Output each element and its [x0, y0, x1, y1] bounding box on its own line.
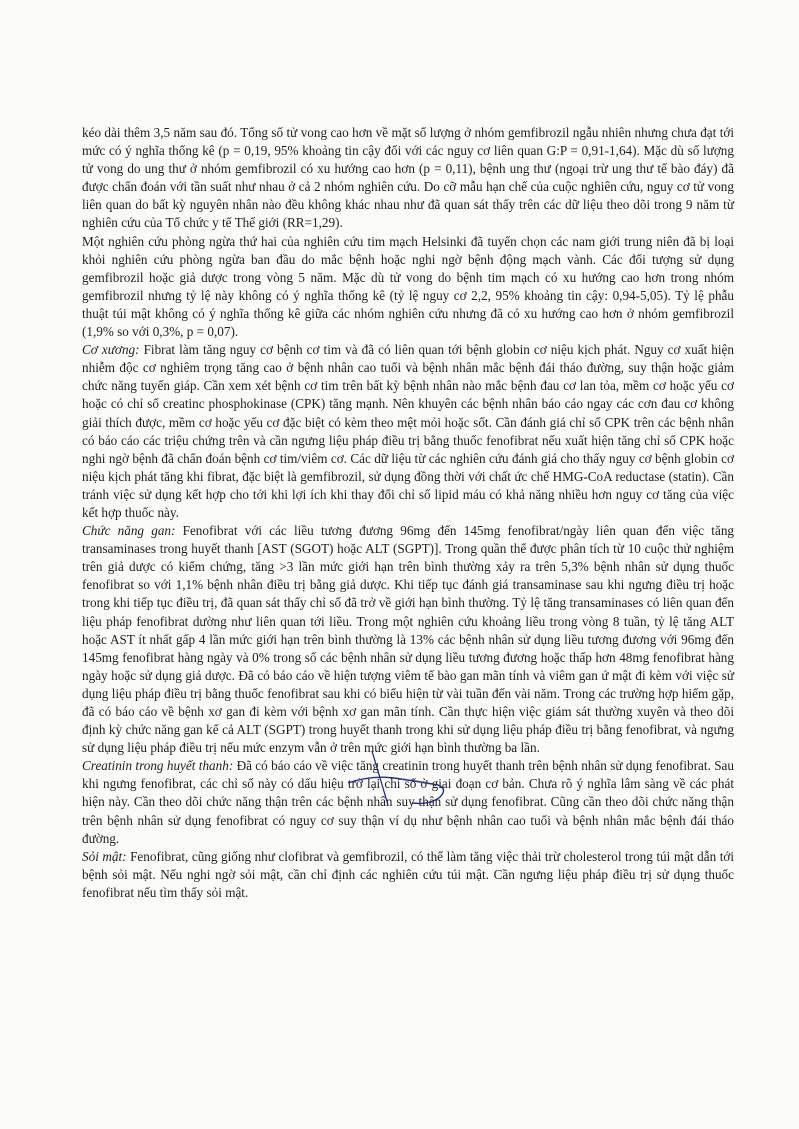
- paragraph-text: Một nghiên cứu phòng ngừa thứ hai của nghiên cứu tim mạch Helsinki đã tuyển chọn các nam giới trung niên đã bị loại khỏi nghiên cứu phòng ngừa ban đầu do mắc bệnh hoặc nghi ngờ bệnh động mạch vành. Các đối tượng sử dụng gemfibrozil hoặc giả dược trong vòng 5 năm. Mặc dù tử vong do bệnh tim mạch có xu hướng cao hơn trong nhóm gemfibrozil nhưng tỷ lệ này không có ý nghĩa thống kê (tỷ lệ nguy cơ 2,2, 95% khoảng tin cậy: 0,94-5,05). Tỷ lệ phẫu thuật túi mật không có ý nghĩa thống kê giữa các nhóm nghiên cứu nhưng đã có xu hướng cao hơn ở nhóm gemfibrozil (1,9% so với 0,3%, p = 0,07).: [82, 233, 734, 340]
- paragraph-serum-creatinine: [82, 757, 734, 847]
- paragraph-gallstones: [82, 848, 734, 902]
- paragraph-text: Fenofibrat, cũng giống như clofibrat và gemfibrozil, có thể làm tăng việc thải trừ cholesterol trong túi mật dẫn tới bệnh sỏi mật. Nếu nghi ngờ sỏi mật, cần chỉ định các nghiên cứu túi mật. Cần ngưng liệu pháp điều trị sử dụng thuốc fenofibrat nếu tìm thấy sỏi mật.: [82, 848, 734, 900]
- section-heading-musculoskeletal: Cơ xương:: [82, 342, 140, 358]
- paragraph-helsinki-study: [82, 233, 734, 342]
- section-heading-gallstones: Sỏi mật:: [82, 848, 127, 864]
- paragraph-text: Fenofibrat với các liều tương đương 96mg đến 145mg fenofibrat/ngày liên quan đến việc tăng transaminases trong huyết thanh [AST (SGOT) hoặc ALT (SGPT)]. Trong quần thể được phân tích từ 10 cuộc thử nghiệm trên giả dược có kiểm chứng, tăng >3 lần mức giới hạn trên bình thường xảy ra trên 5,3% bệnh nhân sử dụng thuốc fenofibrat so với 1,1% bệnh nhân điều trị bằng giả dược. Khi tiếp tục đánh giá transaminase sau khi ngưng điều trị hoặc trong khi tiếp tục điều trị, đã quan sát thấy chỉ số đã trở về giới hạn bình thường. Tỷ lệ tăng transaminases có liên quan đến liệu pháp fenofibrat dường như liên quan tới liều. Trong một nghiên cứu khoảng liều trong vòng 8 tuần, tỷ lệ tăng ALT hoặc AST ít nhất gấp 4 lần mức giới hạn trên bình thường là 13% các bệnh nhân sử dụng liều tương đương với 96mg đến 145mg fenofibrat hàng ngày và 0% trong số các bệnh nhân sử dụng liều tương đương hoặc thấp hơn 48mg fenofibrat hàng ngày hoặc sử dụng giả dược. Đã có báo cáo về hiện tượng viêm tế bào gan mãn tính và viêm gan ứ mật đi kèm với việc sử dụng liệu pháp điều trị bằng thuốc fenofibrat sau khi có biểu hiện từ vài tuần đến vài năm. Trong các trường hợp hiếm gặp, đã có báo cáo về bệnh xơ gan đi kèm với bệnh xơ gan mãn tính. Cần thực hiện việc giám sát thường xuyên và theo dõi định kỳ chức năng gan kể cả ALT (SGPT) trong huyết thanh trong khi sử dụng liệu pháp điều trị bằng fenofibrat, và ngưng sử dụng liệu pháp điều trị nếu mức enzym vẫn ở trên mức giới hạn bình thường ba lần.: [82, 523, 735, 756]
- paragraph-musculoskeletal: [82, 341, 734, 522]
- section-heading-liver-function: Chức năng gan:: [82, 523, 176, 539]
- paragraph-text: kéo dài thêm 3,5 năm sau đó. Tổng số tử vong cao hơn về mặt số lượng ở nhóm gemfibrozil ngẫu nhiên nhưng chưa đạt tới mức có ý nghĩa thống kê (p = 0,19, 95% khoảng tin cậy đối với các nguy cơ liên quan G:P = 0,91-1,64). Mặc dù số lượng tử vong do ung thư ở nhóm gemfibrozil có xu hướng cao hơn (p = 0,11), bệnh ung thư (ngoại trừ ung thư tế bào đáy) đã được chẩn đoán với tần suất như nhau ở cả 2 nhóm nghiên cứu. Do cỡ mẫu hạn chế của cuộc nghiên cứu, nguy cơ tử vong liên quan do bất kỳ nguyên nhân nào đều không khác nhau như đã quan sát thấy trên các dữ liệu theo dõi trong 9 năm từ nghiên cứu của Tổ chức y tế Thế giới (RR=1,29).: [82, 125, 734, 231]
- paragraph-liver-function: [82, 522, 734, 757]
- document-body: [82, 124, 734, 902]
- paragraph-text: Fibrat làm tăng nguy cơ bệnh cơ tim và đã có liên quan tới bệnh globin cơ niệu kịch phát. Nguy cơ xuất hiện nhiễm độc cơ nghiêm trọng tăng cao ở bệnh nhân cao tuổi và bệnh nhân mắc bệnh đái tháo đường, suy thận hoặc giảm chức năng tuyến giáp. Cần xem xét bệnh cơ tim trên bất kỳ bệnh nhân nào mắc bệnh đau cơ lan tỏa, mềm cơ hoặc yếu cơ hoặc có chỉ số creatinc phosphokinase (CPK) tăng mạnh. Nên khuyên các bệnh nhân báo cáo ngay các cơn đau cơ không giải thích được, mềm cơ hoặc yếu cơ đặc biệt có kèm theo mệt mỏi hoặc sốt. Cần đánh giá chỉ số CPK trên các bệnh nhân có báo cáo các triệu chứng trên và cần ngưng liệu pháp điều trị bằng thuốc fenofibrat nếu xuất hiện tăng chỉ số CPK hoặc nghi ngờ bệnh đã chẩn đoán bệnh cơ tim/viêm cơ. Các dữ liệu từ các nghiên cứu đánh giá cho thấy nguy cơ bệnh globin cơ niệu kịch phát tăng khi fibrat, đặc biệt là gemfibrozil, sử dụng đồng thời với chất ức chế HMG-CoA reductase (statin). Cần tránh việc sử dụng kết hợp cho tới khi lợi ích khi thay đổi chỉ số lipid máu có khả năng nhiều hơn nguy cơ tăng của việc kết hợp thuốc này.: [82, 342, 734, 520]
- paragraph-mortality-followup: [82, 124, 734, 233]
- section-heading-serum-creatinine: Creatinin trong huyết thanh:: [82, 758, 234, 774]
- paragraph-text: Đã có báo cáo về việc tăng creatinin trong huyết thanh trên bệnh nhân sử dụng fenofibrat. Sau khi ngưng fenofibrat, các chỉ số này có dấu hiệu trở lại chỉ số ở giai đoạn cơ bản. Chưa rõ ý nghĩa lâm sàng về các phát hiện này. Cần theo dõi chức năng thận trên các bệnh nhân suy thận sử dụng fenofibrat. Cũng cần theo dõi chức năng thận trên bệnh nhân sử dụng fenofibrat có nguy cơ suy thận ví dụ như bệnh nhân cao tuổi và bệnh nhân mắc bệnh đái tháo đường.: [82, 758, 734, 846]
